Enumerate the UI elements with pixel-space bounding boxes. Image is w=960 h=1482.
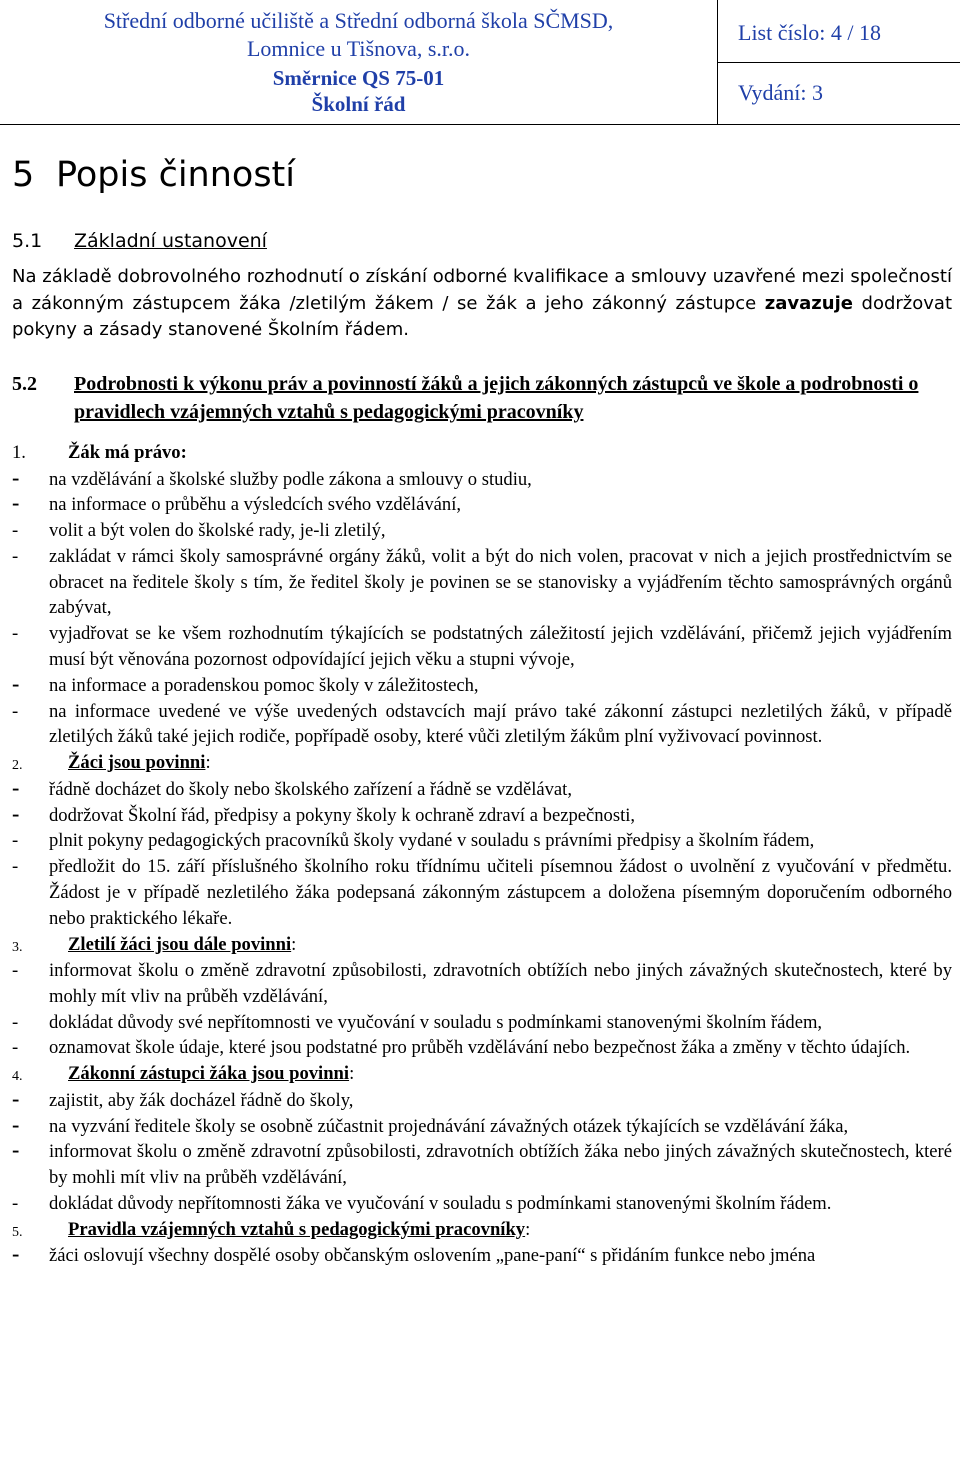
rule-item-text: na vyzvání ředitele školy se osobně zúčastnit projednávání závažných otázek týkajících se vzdělávání žáka,: [49, 1115, 849, 1137]
rule-item: [12, 774, 952, 803]
rule-item-text: zajistit, aby žák docházel řádně do školy,: [49, 1089, 354, 1111]
rule-group-title: [68, 750, 211, 776]
rule-item: [12, 518, 952, 544]
rule-item-text: řádně docházet do školy nebo školského zařízení a řádně se vzdělávat,: [49, 778, 572, 800]
rule-item: [12, 958, 952, 1010]
bullet-dash-icon: -: [12, 1037, 19, 1059]
rule-item: [12, 670, 952, 699]
bullet-dash-icon: -: [12, 1085, 20, 1111]
rule-item: [12, 1139, 952, 1191]
rule-item-text: dodržovat Školní řád, předpisy a pokyny školy k ochraně zdraví a bezpečnosti,: [49, 804, 636, 826]
rule-item: [12, 544, 952, 621]
bullet-dash-icon: -: [12, 623, 19, 645]
section-heading-5-1: [12, 229, 267, 253]
rule-group-title: [68, 440, 187, 466]
directive-code: Směrnice QS 75-01: [272, 66, 445, 90]
rule-item: [12, 1010, 952, 1036]
rule-group-heading: [12, 750, 952, 777]
bullet-dash-icon: -: [12, 1011, 19, 1033]
rule-group-title-text: Zletilí žáci jsou dále povinni: [68, 933, 292, 955]
section-number: 5.1: [12, 230, 43, 252]
bullet-dash-icon: -: [12, 464, 20, 490]
rule-item-text: vyjadřovat se ke všem rozhodnutím týkajících se podstatných záležitostí jejich vzdělávání, přičemž jejich vyjádřením musí být věnována pozornost odpovídající jejich věku a stupni vývoje,: [49, 623, 952, 671]
bullet-dash-icon: -: [12, 1111, 20, 1137]
rule-group-number: 2.: [12, 758, 23, 774]
rule-group-title-text: Žák má právo:: [68, 442, 187, 463]
rule-item-text: na vzdělávání a školské služby podle zákona a smlouvy o studiu,: [49, 468, 532, 490]
intro-text-end: dodržovat pokyny a zásady stanovené Školním řádem.: [12, 292, 952, 340]
rule-item: [12, 621, 952, 673]
bullet-dash-icon: -: [12, 700, 19, 722]
rule-item: [12, 800, 952, 829]
bullet-dash-icon: -: [12, 1192, 19, 1214]
rule-item-text: informovat školu o změně zdravotní způsobilosti, zdravotních obtížích nebo jiných závažných skutečnostech, které by mohly mít vliv na průběh vzdělávání,: [49, 960, 952, 1007]
rule-item-text: oznamovat škole údaje, které jsou podstatné pro průběh vzdělávání nebo bezpečnost žáka a změny v těchto údajích.: [49, 1037, 911, 1059]
rule-item: [12, 1111, 952, 1140]
rule-item-text: dokládat důvody nepřítomnosti žáka ve vyučování v souladu s podmínkami stanovenými školním řádem.: [49, 1192, 832, 1214]
rule-item: [12, 828, 952, 854]
bullet-dash-icon: -: [12, 1241, 20, 1267]
section-title: Podrobnosti k výkonu práv a povinností žáků a jejich zákonných zástupců ve škole a podrobnosti o pravidlech vzájemných vztahů s pedagogickými pracovníky: [74, 373, 919, 423]
bullet-dash-icon: -: [12, 830, 19, 852]
rule-group-number: 4.: [12, 1069, 23, 1085]
bullet-dash-icon: -: [12, 800, 20, 826]
rule-group-number: 5.: [12, 1224, 23, 1240]
document-header: [0, 0, 960, 125]
chapter-title: Popis činností: [56, 155, 296, 195]
bullet-dash-icon: -: [12, 856, 19, 878]
rule-item: [12, 854, 952, 931]
section-title: Základní ustanovení: [74, 230, 267, 252]
rule-group-title: [68, 1217, 530, 1243]
bullet-dash-icon: -: [12, 545, 19, 567]
rule-item-text: informovat školu o změně zdravotní způsobilosti, zdravotních obtížích žáka nebo jiných závažných skutečnostech, které by mohli mít vliv na průběh vzdělávání,: [49, 1141, 952, 1189]
rule-item-text: na informace o průběhu a výsledcích svého vzdělávání,: [49, 494, 462, 516]
rules-body: [12, 440, 952, 1269]
section-number: 5.2: [12, 373, 37, 395]
school-location: Lomnice u Tišnova, s.r.o.: [246, 36, 471, 61]
chapter-number: 5: [12, 155, 35, 195]
rule-item: [12, 1035, 952, 1061]
rule-group-title-colon: :: [205, 752, 211, 774]
bullet-dash-icon: -: [12, 670, 20, 696]
document-title: Školní řád: [311, 92, 406, 116]
rule-item: [12, 699, 952, 751]
rule-item-text: zakládat v rámci školy samosprávné orgány žáků, volit a být do nich volen, pracovat v nich a jejich prostřednictvím se obracet na ředitele školy s tím, že ředitel školy je povinen se se stanovisky a vyjádřením těchto samosprávných orgánů zabývat,: [49, 545, 952, 619]
rule-group-title: [68, 932, 296, 958]
rule-group-heading: [12, 932, 952, 959]
rule-group-title-colon: :: [349, 1063, 355, 1085]
rule-item-text: volit a být volen do školské rady, je-li zletilý,: [49, 520, 386, 542]
bullet-dash-icon: -: [12, 1137, 20, 1163]
sheet-number: List číslo: 4 / 18: [738, 20, 881, 45]
rule-item-text: dokládat důvody své nepřítomnosti ve vyučování v souladu s podmínkami stanovenými školním řádem,: [49, 1011, 823, 1033]
rule-group-title-colon: :: [291, 933, 297, 955]
rule-group-title-text: Pravidla vzájemných vztahů s pedagogickými pracovníky: [68, 1218, 526, 1240]
rule-item: [12, 1191, 952, 1217]
intro-text-bold: zavazuje: [764, 292, 853, 314]
school-name: Střední odborné učiliště a Střední odborná škola SČMSD,: [103, 8, 614, 33]
rule-group-number: 1.: [12, 442, 26, 463]
rule-item: [12, 464, 952, 493]
rule-item-text: předložit do 15. září příslušného školního roku třídnímu učiteli písemnou žádost o uvolnění z vyučování v předmětu. Žádost je v případě nezletilého žáka podepsaná zákonným zástupcem a doložena písemným doporučením odborného nebo praktického lékaře.: [49, 856, 952, 929]
rule-group-title-text: Zákonní zástupci žáka jsou povinni: [68, 1063, 350, 1085]
rule-group-title-colon: :: [525, 1218, 531, 1240]
rule-item: [12, 1243, 952, 1269]
bullet-dash-icon: -: [12, 520, 19, 542]
rule-group-title: [68, 1061, 354, 1087]
bullet-dash-icon: -: [12, 774, 20, 800]
intro-paragraph: [12, 264, 952, 344]
rule-item: [12, 1085, 952, 1114]
bullet-dash-icon: -: [12, 960, 19, 982]
chapter-heading: [12, 152, 295, 198]
rule-group-heading: [12, 1061, 952, 1088]
rule-item-text: plnit pokyny pedagogických pracovníků školy vydané v souladu s právními předpisy a školním řádem,: [49, 830, 815, 852]
rule-group-title-text: Žáci jsou povinni: [68, 752, 206, 774]
rule-item: [12, 492, 952, 518]
rule-item-text: na informace a poradenskou pomoc školy v záležitostech,: [49, 674, 479, 696]
header-divider-horizontal: [717, 62, 960, 63]
rule-group-heading: [12, 440, 952, 467]
intro-text-start: Na základě dobrovolného rozhodnutí o získání odborné kvalifikace a smlouvy uzavřené mezi společností a zákonným zástupcem žáka /zletilým žákem / se žák a jeho zákonný zástupce: [12, 266, 952, 314]
rule-group-heading: [12, 1217, 952, 1244]
rule-item-text: na informace uvedené ve výše uvedených odstavcích mají právo také zákonní zástupci nezletilých žáků, v případě zletilých žáků také jejich rodiče, popřípadě osoby, které vůči zletilým žákům plní vyživovací povinnost.: [49, 700, 952, 748]
bullet-dash-icon: -: [12, 490, 20, 516]
edition-number: Vydání: 3: [738, 80, 823, 105]
rule-group-number: 3.: [12, 939, 23, 955]
rule-item-text: žáci oslovují všechny dospělé osoby občanským oslovením „pane-paní“ s přidáním funkce nebo jména: [49, 1245, 816, 1267]
